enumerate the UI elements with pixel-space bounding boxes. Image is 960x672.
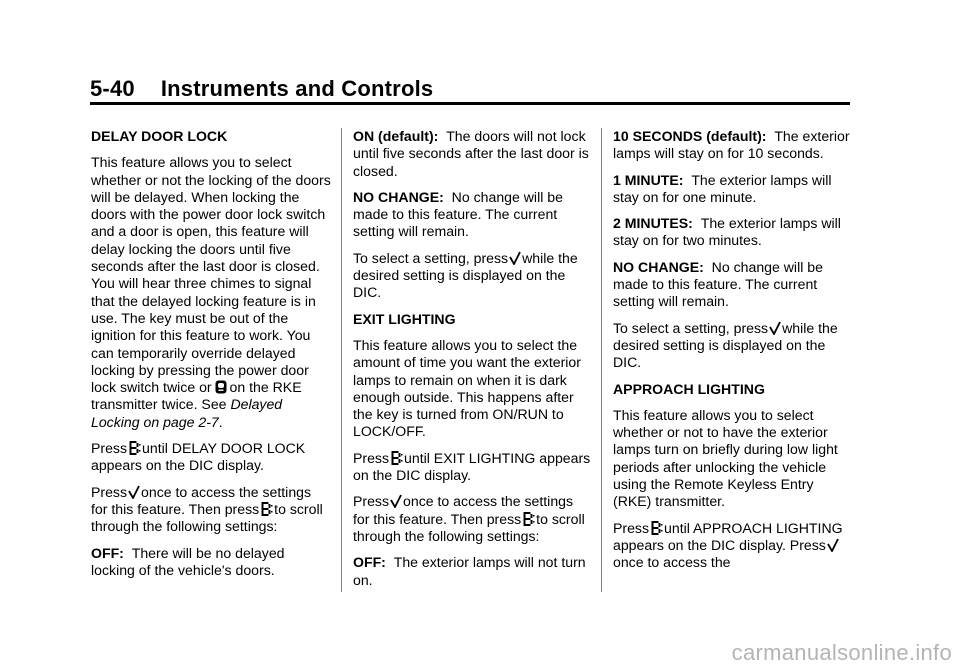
paragraph: Press until EXIT LIGHTING appears on the DIC display. — [353, 449, 591, 484]
paragraph: To select a setting, press while the desired setting is displayed on the DIC. — [353, 249, 578, 301]
page-header — [90, 76, 433, 102]
checkmark-icon — [390, 494, 402, 508]
setting-option: NO CHANGE: No change will be made to this feature. The current setting will remain. — [613, 258, 823, 310]
setting-option: 2 MINUTES: The exterior lamps will stay on for two minutes. — [613, 215, 841, 249]
setting-option: OFF: There will be no delayed locking of the vehicle's doors. — [91, 544, 285, 578]
checkmark-icon — [827, 538, 839, 552]
checkmark-icon — [769, 321, 781, 335]
setting-term: NO CHANGE: — [353, 188, 444, 205]
setting-term: 10 SECONDS (default): — [613, 128, 767, 144]
paragraph: This feature allows you to select the amount of time you want the exterior lamps to remain on when it is dark enough outside. This happens after the key is turned from ON/RUN to LOCK/OFF. — [353, 336, 581, 440]
column-divider — [341, 128, 342, 592]
section-heading: APPROACH LIGHTING — [613, 380, 765, 397]
lock-icon — [215, 380, 226, 394]
setting-term: OFF: — [353, 554, 386, 571]
header-rule — [90, 102, 850, 105]
page-number: 5-40 — [90, 76, 135, 101]
paragraph: Press until APPROACH LIGHTING appears on the DIC display. Press once to access the — [613, 519, 843, 571]
setting-term: 2 MINUTES: — [613, 215, 693, 232]
setting-term: 1 MINUTE: — [613, 171, 684, 188]
menu-icon — [261, 502, 272, 516]
paragraph: To select a setting, press while the desired setting is displayed on the DIC. — [613, 319, 838, 371]
column-3 — [613, 128, 855, 581]
column-1 — [91, 128, 331, 588]
menu-icon — [129, 441, 140, 455]
menu-icon — [391, 451, 402, 465]
watermark: carmanualsonline.info — [731, 640, 952, 665]
column-2 — [353, 128, 593, 598]
setting-option: ON (default): The doors will not lock until five seconds after the last door is closed. — [353, 128, 589, 179]
checkmark-icon — [509, 251, 521, 265]
menu-icon — [523, 512, 534, 526]
menu-icon — [651, 521, 662, 535]
section-heading: DELAY DOOR LOCK — [91, 128, 228, 144]
setting-option: OFF: The exterior lamps will not turn on. — [353, 554, 586, 588]
setting-option: NO CHANGE: No change will be made to this feature. The current setting will remain. — [353, 188, 563, 240]
setting-term: ON (default): — [353, 128, 439, 144]
paragraph: Press until DELAY DOOR LOCK appears on the DIC display. — [91, 440, 306, 474]
checkmark-icon — [128, 485, 140, 499]
setting-term: NO CHANGE: — [613, 258, 704, 275]
setting-option: 1 MINUTE: The exterior lamps will stay on for one minute. — [613, 171, 832, 205]
cross-reference-link[interactable]: Delayed Locking on page 2-7 — [91, 396, 283, 430]
paragraph: Press once to access the settings for this feature. Then press to scroll through the following settings: — [353, 493, 585, 544]
paragraph: This feature allows you to select whether or not to have the exterior lamps turn on briefly during low light periods after unlocking the vehicle using the Remote Keyless Entry (RKE) transmitter. — [613, 406, 838, 510]
section-heading: EXIT LIGHTING — [353, 310, 456, 327]
setting-option: 10 SECONDS (default): The exterior lamps will stay on for 10 seconds. — [613, 128, 850, 162]
page-title: Instruments and Controls — [160, 76, 434, 101]
paragraph: This feature allows you to select whether or not the locking of the doors will be delayed. When locking the doors with the power door lock switch and a door is open, this feature will delay locking the doors until five seconds after the last door is closed. You will hear three chimes to signal that the delayed locking feature is in use. The key must be out of the ignition for this feature to work. You can temporarily override delayed locking by pressing the power door lock switch twice or on the RKE transmitter twice. See Delayed Locking on page 2-7. — [91, 154, 331, 430]
setting-term: OFF: — [91, 544, 124, 561]
paragraph: Press once to access the settings for this feature. Then press to scroll through the following settings: — [91, 483, 323, 535]
column-divider — [601, 128, 602, 592]
